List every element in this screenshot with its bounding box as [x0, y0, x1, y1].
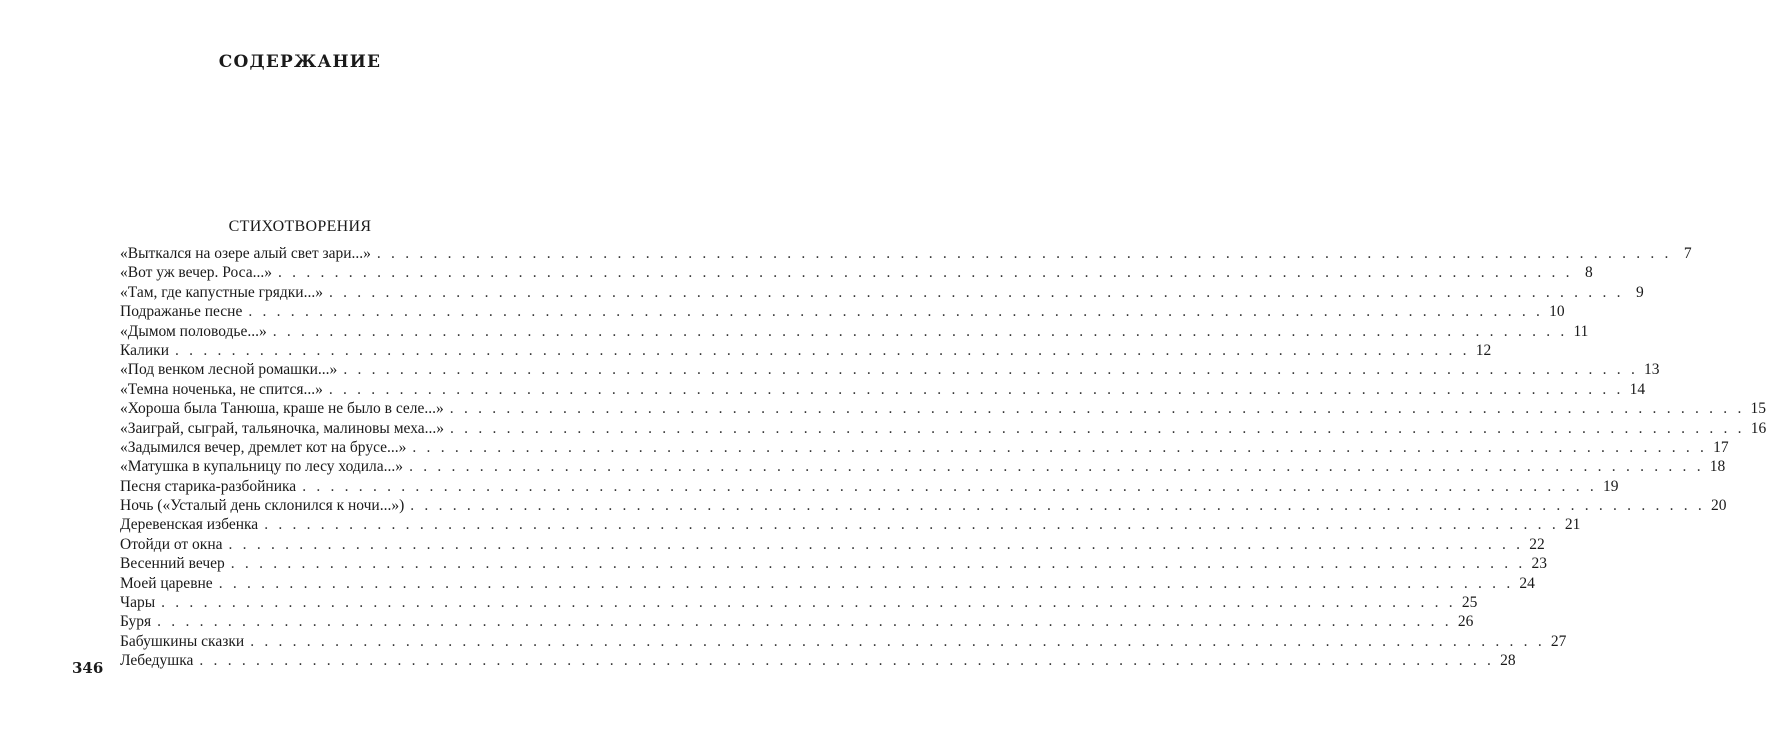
dot-leader: . . . . . . . . . . . . . . . . . . . . . . . . . . . . . . . . . . . . . . . . . . . . . . . . . . . . . . . . . . . . . . . . . . . . . . . . . . . . . . . . . . . . . . . . . . . .: [278, 264, 1573, 282]
dot-leader: . . . . . . . . . . . . . . . . . . . . . . . . . . . . . . . . . . . . . . . . . . . . . . . . . . . . . . . . . . . . . . . . . . . . . . . . . . . . . . . . . . . . . . . . . . . .: [328, 380, 1624, 398]
toc-entry-title: «Выткался на озере алый свет зари...»: [120, 245, 371, 262]
toc-entry[interactable]: [120, 438, 1729, 458]
toc-entry-title: Калики: [120, 341, 170, 359]
dot-leader: . . . . . . . . . . . . . . . . . . . . . . . . . . . . . . . . . . . . . . . . . . . . . . . . . . . . . . . . . . . . . . . . . . . . . . . . . . . . . . . . . . . . . . . . . . . .: [248, 303, 1544, 321]
toc-entry-title: Отойди от окна: [120, 535, 223, 553]
toc-entry[interactable]: [120, 497, 1727, 516]
toc-entry[interactable]: [120, 555, 1547, 574]
toc-entry[interactable]: [120, 283, 1644, 303]
toc-entry-page: 19: [1602, 477, 1619, 495]
toc-entry[interactable]: [120, 361, 1660, 380]
dot-leader: . . . . . . . . . . . . . . . . . . . . . . . . . . . . . . . . . . . . . . . . . . . . . . . . . . . . . . . . . . . . . . . . . . . . . . . . . . . . . . . . . . . . . . . . . . . .: [449, 400, 1745, 418]
dot-leader: . . . . . . . . . . . . . . . . . . . . . . . . . . . . . . . . . . . . . . . . . . . . . . . . . . . . . . . . . . . . . . . . . . . . . . . . . . . . . . . . . . . . . . . . . . . .: [161, 594, 1456, 612]
toc-entry[interactable]: [120, 341, 1492, 361]
toc-entry-page: 20: [1711, 497, 1727, 515]
toc-entry[interactable]: [120, 245, 1692, 264]
toc-entry-title: «Матушка в купальницу по лесу ходила...»: [120, 458, 404, 476]
dot-leader: . . . . . . . . . . . . . . . . . . . . . . . . . . . . . . . . . . . . . . . . . . . . . . . . . . . . . . . . . . . . . . . . . . . . . . . . . . . . . . . . . . . . . . . . . . . .: [328, 283, 1624, 301]
dot-leader: . . . . . . . . . . . . . . . . . . . . . . . . . . . . . . . . . . . . . . . . . . . . . . . . . . . . . . . . . . . . . . . . . . . . . . . . . . . . . . . . . . . . . . . . . . . .: [175, 341, 1470, 359]
section-title: СТИХОТВОРЕНИЯ: [228, 218, 372, 235]
dot-leader: . . . . . . . . . . . . . . . . . . . . . . . . . . . . . . . . . . . . . . . . . . . . . . . . . . . . . . . . . . . . . . . . . . . . . . . . . . . . . . . . . . . . . . . . . . . .: [264, 516, 1559, 534]
toc-entry-page: 8: [1585, 264, 1593, 282]
toc-entry[interactable]: [120, 535, 1545, 555]
toc-entry-page: 25: [1461, 594, 1478, 612]
dot-leader: . . . . . . . . . . . . . . . . . . . . . . . . . . . . . . . . . . . . . . . . . . . . . . . . . . . . . . . . . . . . . . . . . . . . . . . . . . . . . . . . . . . . . . . . . . . .: [230, 555, 1526, 573]
toc-entry[interactable]: [120, 613, 1474, 632]
toc-entry-page: 16: [1750, 419, 1766, 437]
toc-entry-page: 7: [1683, 245, 1692, 262]
toc-entry-page: 14: [1629, 380, 1646, 398]
dot-leader: . . . . . . . . . . . . . . . . . . . . . . . . . . . . . . . . . . . . . . . . . . . . . . . . . . . . . . . . . . . . . . . . . . . . . . . . . . . . . . . . . . . . . . . . . . . .: [343, 361, 1639, 379]
dot-leader: . . . . . . . . . . . . . . . . . . . . . . . . . . . . . . . . . . . . . . . . . . . . . . . . . . . . . . . . . . . . . . . . . . . . . . . . . . . . . . . . . . . . . . . . . . . .: [410, 497, 1706, 515]
toc-entry[interactable]: [120, 652, 1516, 671]
toc-entry-page: 18: [1709, 458, 1726, 476]
toc-entry-title: «Дымом половодье...»: [120, 322, 267, 340]
toc-entry-page: 17: [1713, 438, 1729, 456]
toc-entry-title: «Задымился вечер, дремлет кот на брусе...»: [120, 438, 407, 456]
toc-entry[interactable]: [120, 574, 1535, 594]
toc-entry-title: «Темна ноченька, не спится...»: [120, 380, 323, 398]
toc-entry-page: 21: [1564, 516, 1581, 534]
toc-entry-page: 28: [1500, 652, 1516, 670]
toc-entry-title: «Вот уж вечер. Роса...»: [120, 264, 273, 282]
toc-entry-page: 24: [1519, 574, 1535, 592]
toc-entry-title: Деревенская избенка: [120, 516, 259, 534]
toc-entry-title: Песня старика-разбойника: [120, 477, 297, 495]
dot-leader: . . . . . . . . . . . . . . . . . . . . . . . . . . . . . . . . . . . . . . . . . . . . . . . . . . . . . . . . . . . . . . . . . . . . . . . . . . . . . . . . . . . . . . . . . . . .: [218, 574, 1514, 592]
toc-entry-page: 12: [1475, 341, 1492, 359]
dot-leader: . . . . . . . . . . . . . . . . . . . . . . . . . . . . . . . . . . . . . . . . . . . . . . . . . . . . . . . . . . . . . . . . . . . . . . . . . . . . . . . . . . . . . . . . . . . .: [199, 652, 1495, 670]
dot-leader: . . . . . . . . . . . . . . . . . . . . . . . . . . . . . . . . . . . . . . . . . . . . . . . . . . . . . . . . . . . . . . . . . . . . . . . . . . . . . . . . . . . . . . . . . . . .: [272, 322, 1568, 340]
toc-entry[interactable]: [120, 400, 1766, 419]
toc-entry[interactable]: [120, 458, 1726, 477]
toc-entry-title: «Там, где капустные грядки...»: [120, 283, 323, 301]
toc-entry-title: «Заиграй, сыграй, тальяночка, малиновы меха...»: [120, 419, 445, 437]
dot-leader: . . . . . . . . . . . . . . . . . . . . . . . . . . . . . . . . . . . . . . . . . . . . . . . . . . . . . . . . . . . . . . . . . . . . . . . . . . . . . . . . . . . . . . . . . . . .: [228, 535, 1524, 553]
table-of-contents: [120, 245, 1766, 672]
toc-entry-title: Ночь («Усталый день склонился к ночи...»): [120, 497, 405, 515]
toc-entry[interactable]: [120, 322, 1589, 342]
toc-entry-page: 26: [1457, 613, 1474, 631]
dot-leader: . . . . . . . . . . . . . . . . . . . . . . . . . . . . . . . . . . . . . . . . . . . . . . . . . . . . . . . . . . . . . . . . . . . . . . . . . . . . . . . . . . . . . . . . . . . .: [157, 613, 1452, 631]
dot-leader: . . . . . . . . . . . . . . . . . . . . . . . . . . . . . . . . . . . . . . . . . . . . . . . . . . . . . . . . . . . . . . . . . . . . . . . . . . . . . . . . . . . . . . . . . . . .: [412, 438, 1708, 456]
toc-entry-page: 15: [1750, 400, 1766, 418]
toc-entry-title: «Хороша была Танюша, краше не было в селе...»: [120, 400, 444, 418]
toc-entry-title: Моей царевне: [120, 574, 213, 592]
toc-entry-title: Подражанье песне: [120, 303, 243, 321]
toc-entry-title: Лебедушка: [120, 652, 194, 670]
page-number: 346: [72, 659, 104, 677]
toc-entry-page: 27: [1550, 632, 1567, 650]
toc-entry[interactable]: [120, 419, 1766, 439]
toc-entry-page: 22: [1529, 535, 1545, 553]
page-title: СОДЕРЖАНИЕ: [218, 52, 382, 72]
toc-entry-title: «Под венком лесной ромашки...»: [120, 361, 338, 379]
toc-entry-title: Буря: [120, 613, 152, 631]
toc-entry-title: Весенний вечер: [120, 555, 225, 573]
toc-entry[interactable]: [120, 594, 1478, 613]
dot-leader: . . . . . . . . . . . . . . . . . . . . . . . . . . . . . . . . . . . . . . . . . . . . . . . . . . . . . . . . . . . . . . . . . . . . . . . . . . . . . . . . . . . . . . . . . . . .: [450, 419, 1745, 437]
dot-leader: . . . . . . . . . . . . . . . . . . . . . . . . . . . . . . . . . . . . . . . . . . . . . . . . . . . . . . . . . . . . . . . . . . . . . . . . . . . . . . . . . . . . . . . . . . . .: [376, 245, 1672, 262]
toc-entry[interactable]: [120, 632, 1567, 652]
dot-leader: . . . . . . . . . . . . . . . . . . . . . . . . . . . . . . . . . . . . . . . . . . . . . . . . . . . . . . . . . . . . . . . . . . . . . . . . . . . . . . . . . . . . . . . . . . . .: [302, 477, 1597, 495]
toc-entry[interactable]: [120, 264, 1593, 283]
toc-entry-page: 10: [1549, 303, 1565, 321]
toc-entry-title: Бабушкины сказки: [120, 632, 245, 650]
dot-leader: . . . . . . . . . . . . . . . . . . . . . . . . . . . . . . . . . . . . . . . . . . . . . . . . . . . . . . . . . . . . . . . . . . . . . . . . . . . . . . . . . . . . . . . . . . . .: [250, 632, 1545, 650]
toc-entry[interactable]: [120, 516, 1581, 535]
toc-entry[interactable]: [120, 477, 1619, 497]
toc-entry-page: 23: [1531, 555, 1547, 573]
toc-entry-title: Чары: [120, 594, 156, 612]
toc-entry-page: 13: [1644, 361, 1660, 379]
toc-entry-page: 9: [1635, 283, 1644, 301]
toc-entry[interactable]: [120, 303, 1565, 322]
toc-entry-page: 11: [1573, 322, 1589, 340]
dot-leader: . . . . . . . . . . . . . . . . . . . . . . . . . . . . . . . . . . . . . . . . . . . . . . . . . . . . . . . . . . . . . . . . . . . . . . . . . . . . . . . . . . . . . . . . . . . .: [409, 458, 1704, 476]
toc-entry[interactable]: [120, 380, 1646, 400]
